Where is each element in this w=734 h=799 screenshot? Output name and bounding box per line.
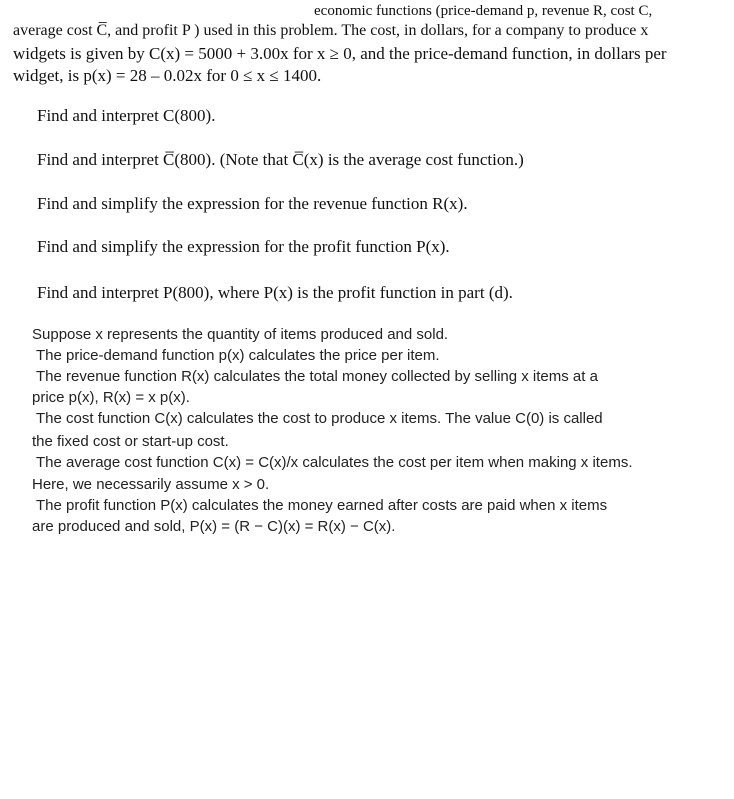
part-a: Find and interpret C(800). (37, 106, 216, 125)
definition-line: Suppose x represents the quantity of items produced and sold. (32, 326, 449, 343)
intro-line: average cost C̅, and profit P ) used in this problem. The cost, in dollars, for a company to produce x (13, 22, 649, 39)
part-d: Find and simplify the expression for the profit function P(x). (37, 237, 450, 256)
part-b: Find and interpret C̅(800). (Note that C̅(x) is the average cost function.) (37, 150, 524, 169)
intro-line: widget, is p(x) = 28 – 0.02x for 0 ≤ x ≤ 1400. (13, 66, 322, 85)
definition-line: price p(x), R(x) = x p(x). (32, 389, 190, 406)
definition-line: The average cost function C(x) = C(x)/x calculates the cost per item when making x items. (36, 454, 633, 471)
definition-line: The cost function C(x) calculates the cost to produce x items. The value C(0) is called (36, 410, 603, 427)
definition-line: Here, we necessarily assume x > 0. (32, 476, 270, 493)
part-e: Find and interpret P(800), where P(x) is the profit function in part (d). (37, 283, 513, 302)
definition-line: the fixed cost or start-up cost. (32, 433, 229, 450)
intro-line: economic functions (price-demand p, revenue R, cost C, (314, 3, 653, 19)
intro-line: widgets is given by C(x) = 5000 + 3.00x for x ≥ 0, and the price-demand function, in dollars per (13, 44, 667, 63)
definition-line: are produced and sold, P(x) = (R − C)(x) = R(x) − C(x). (32, 518, 396, 535)
definition-line: The profit function P(x) calculates the money earned after costs are paid when x items (36, 497, 608, 514)
part-c: Find and simplify the expression for the revenue function R(x). (37, 194, 468, 213)
definition-line: The revenue function R(x) calculates the total money collected by selling x items at a (36, 368, 598, 385)
definition-line: The price-demand function p(x) calculates the price per item. (36, 347, 440, 364)
